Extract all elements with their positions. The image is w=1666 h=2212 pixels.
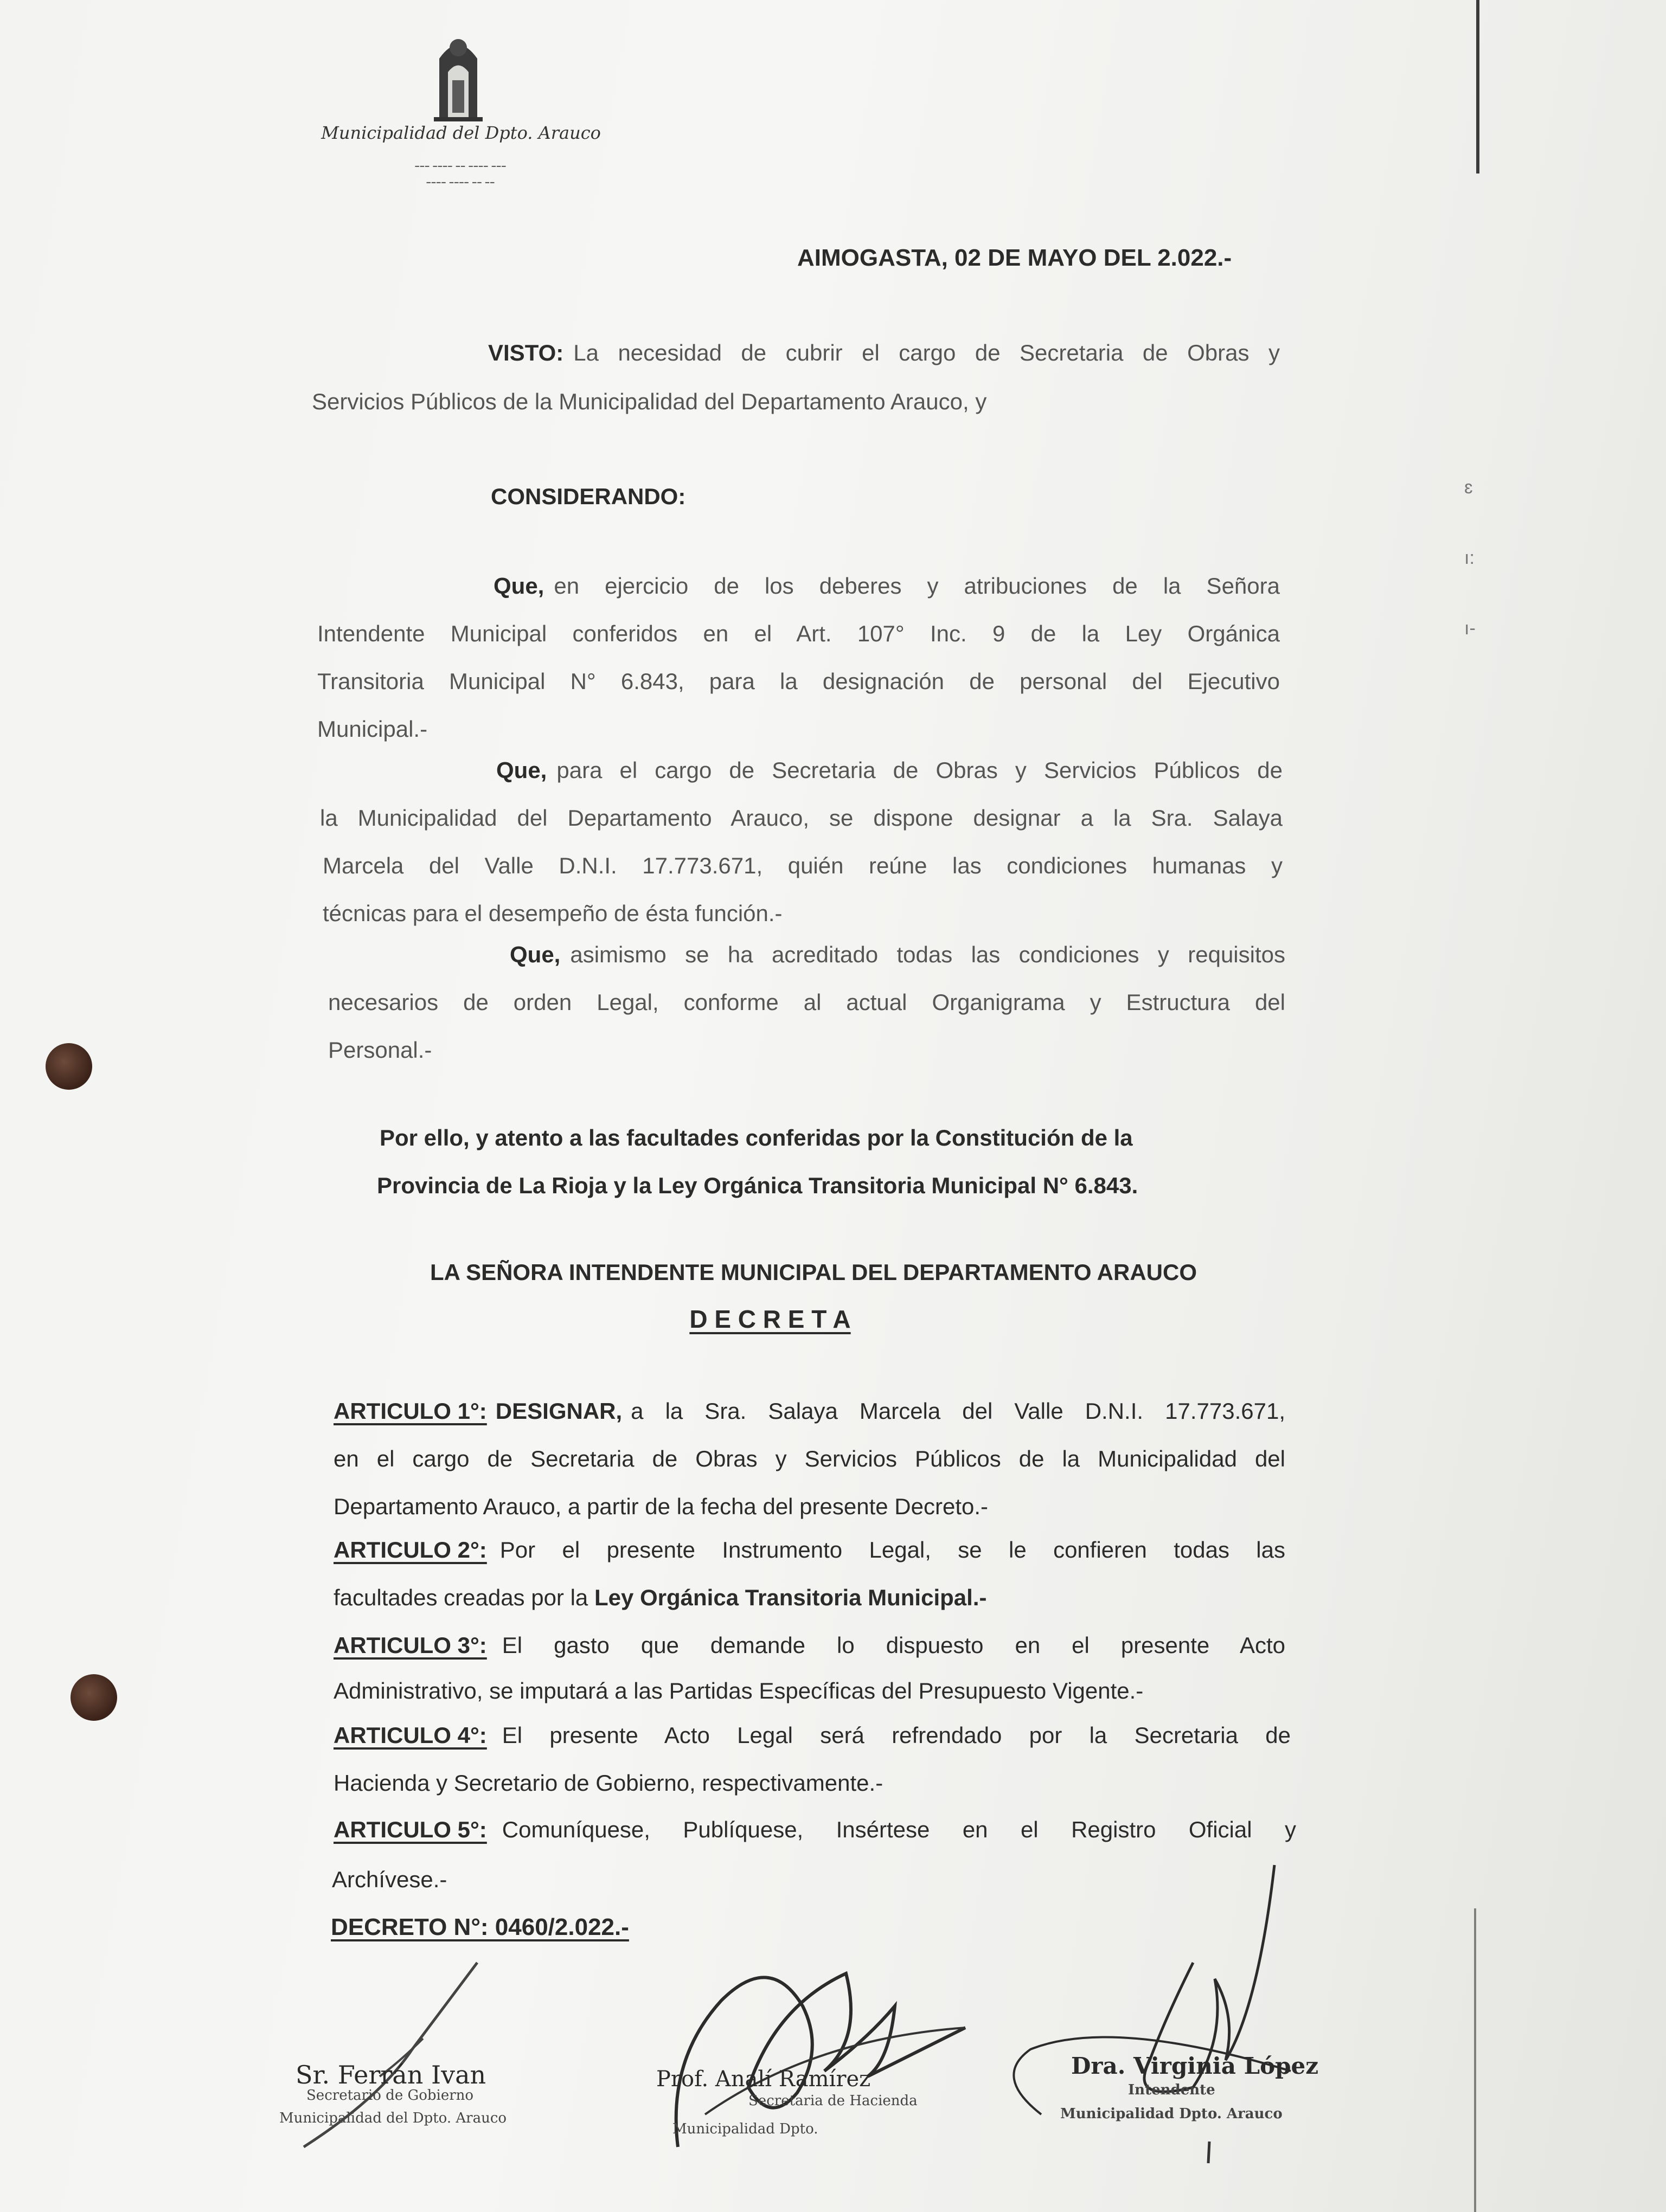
considerando-heading: CONSIDERANDO: [491, 484, 686, 509]
punch-hole-upper [46, 1043, 92, 1090]
article-5-label: ARTICULO 5°: [334, 1817, 487, 1842]
signature-right-name: Dra. Virginia López [1071, 2053, 1319, 2079]
signature-left-title: Secretario de Gobierno [306, 2087, 474, 2104]
visto-line-1 [488, 342, 1280, 364]
que-lead: Que, [510, 942, 561, 967]
considerando-p1-line-1 [494, 575, 1280, 597]
signature-right-title: Intendente [1128, 2082, 1215, 2098]
considerando-p2-line-4: técnicas para el desempeño de ésta función.- [323, 901, 783, 926]
article-3-label: ARTICULO 3°: [334, 1632, 487, 1658]
considerando-p2-line-3: Marcela del Valle D.N.I. 17.773.671, quién reúne las condiciones humanas y [323, 853, 1283, 878]
letterhead-address-line: ━━━ ━━━━ ━━ ━━━━ ━━━ [415, 163, 507, 170]
article-4-line-2: Hacienda y Secretario de Gobierno, respectivamente.- [334, 1770, 883, 1796]
punch-hole-lower [71, 1674, 117, 1721]
p3-text: asimismo se ha acreditado todas las condiciones y requisitos [570, 942, 1285, 967]
article-2-text: Por el presente Instrumento Legal, se le confieren todas las [499, 1537, 1285, 1562]
article-2-line-1 [334, 1539, 1285, 1561]
signature-left-name: Sr. Ferrán Ivan [296, 2060, 486, 2089]
article-1-label: ARTICULO 1°: [334, 1398, 487, 1424]
article-1-line-3: Departamento Arauco, a partir de la fecha del presente Decreto.- [334, 1494, 989, 1519]
considerando-p1-line-4: Municipal.- [317, 716, 428, 742]
p1-text: en ejercicio de los deberes y atribuciones de la Señora [554, 573, 1280, 599]
article-4-text: El presente Acto Legal será refrendado por la Secretaria de [502, 1722, 1291, 1748]
decree-authority: LA SEÑORA INTENDENTE MUNICIPAL DEL DEPARTAMENTO ARAUCO [430, 1259, 1197, 1285]
article-2-text-a: facultades creadas por la [334, 1585, 588, 1610]
municipal-crest-icon [428, 26, 488, 124]
por-ello-line-1: Por ello, y atento a las facultades conferidas por la Constitución de la [380, 1125, 1133, 1150]
page-edge-shadow-lower [1474, 1908, 1476, 2212]
article-2-law: Ley Orgánica Transitoria Municipal.- [594, 1585, 987, 1610]
considerando-p3-line-2: necesarios de orden Legal, conforme al actual Organigrama y Estructura del [328, 989, 1285, 1015]
signature-center-title: Secretaria de Hacienda [748, 2093, 918, 2109]
article-1-line-2: en el cargo de Secretaria de Obras y Servicios Públicos de la Municipalidad del [334, 1446, 1285, 1471]
p2-text: para el cargo de Secretaria de Obras y Servicios Públicos de [556, 757, 1283, 783]
letterhead-address-line: ━━━━ ━━━━ ━━ ━━ [426, 179, 496, 187]
margin-mark: ı: [1464, 548, 1475, 568]
considerando-p2-line-2: la Municipalidad del Departamento Arauco, se dispone designar a la Sra. Salaya [320, 805, 1283, 831]
article-3-text: El gasto que demande lo dispuesto en el presente Acto [502, 1632, 1285, 1658]
place-date: AIMOGASTA, 02 DE MAYO DEL 2.022.- [797, 245, 1232, 271]
article-1-text: a la Sra. Salaya Marcela del Valle D.N.I. 17.773.671, [631, 1398, 1285, 1424]
que-lead: Que, [494, 573, 544, 599]
article-4-label: ARTICULO 4°: [334, 1722, 487, 1748]
letterhead-name: Municipalidad del Dpto. Arauco [321, 123, 601, 143]
article-3-line-2: Administrativo, se imputará a las Partidas Específicas del Presupuesto Vigente.- [334, 1678, 1144, 1703]
signature-left-org: Municipalidad del Dpto. Arauco [279, 2110, 507, 2126]
signature-right-org: Municipalidad Dpto. Arauco [1060, 2106, 1283, 2122]
visto-line-2: Servicios Públicos de la Municipalidad del Departamento Arauco, y [312, 389, 987, 414]
signature-center-name: Prof. Analí Ramírez [656, 2067, 871, 2092]
article-5-line-1 [334, 1818, 1296, 1841]
article-5-text: Comuníquese, Publíquese, Insértese en el Registro Oficial y [502, 1817, 1296, 1842]
considerando-p3-line-3: Personal.- [328, 1037, 432, 1063]
visto-label: VISTO: [488, 340, 564, 365]
por-ello-line-2: Provincia de La Rioja y la Ley Orgánica Transitoria Municipal N° 6.843. [377, 1173, 1138, 1198]
margin-mark: ı- [1464, 618, 1476, 639]
article-3-line-1 [334, 1634, 1285, 1657]
article-2-label: ARTICULO 2°: [334, 1537, 487, 1562]
article-5-line-2: Archívese.- [332, 1867, 447, 1892]
margin-mark: ɛ [1464, 477, 1473, 498]
decreta-heading: D E C R E T A [689, 1305, 851, 1333]
article-2-line-2 [334, 1586, 986, 1609]
considerando-p1-line-3: Transitoria Municipal N° 6.843, para la designación de personal del Ejecutivo [317, 668, 1280, 694]
considerando-p2-line-1 [496, 759, 1283, 782]
visto-text: La necesidad de cubrir el cargo de Secretaria de Obras y [573, 340, 1280, 365]
signature-center-org: Municipalidad Dpto. [672, 2121, 818, 2137]
page-edge-shadow [1476, 0, 1479, 173]
que-lead: Que, [496, 757, 547, 783]
article-4-line-1 [334, 1724, 1291, 1747]
decree-number: DECRETO N°: 0460/2.022.- [331, 1914, 629, 1940]
article-1-line-1 [334, 1400, 1285, 1423]
article-1-verb: DESIGNAR, [495, 1398, 623, 1424]
considerando-p3-line-1 [510, 943, 1285, 966]
considerando-p1-line-2: Intendente Municipal conferidos en el Art. 107° Inc. 9 de la Ley Orgánica [317, 621, 1280, 646]
